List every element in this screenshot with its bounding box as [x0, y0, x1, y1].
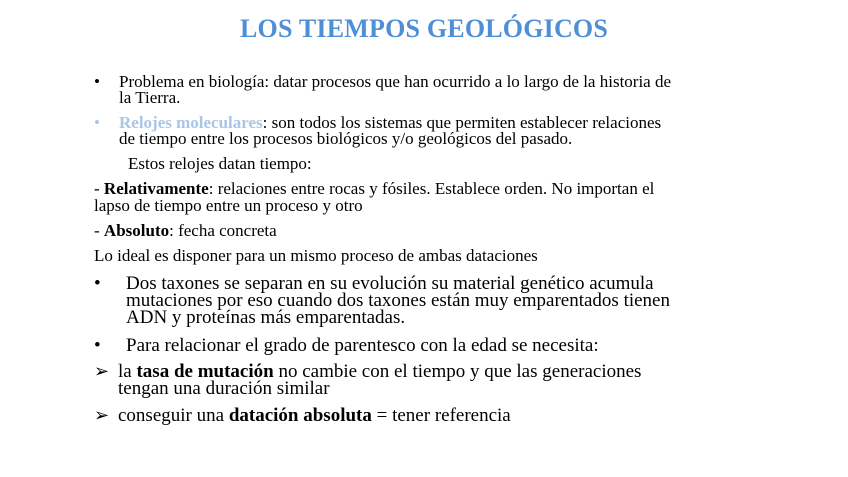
- highlight-term: Relojes moleculares: [119, 113, 263, 132]
- slide-title: LOS TIEMPOS GEOLÓGICOS: [239, 14, 609, 43]
- absoluto-term: Absoluto: [103, 221, 170, 240]
- bullet-dot: •: [94, 273, 101, 294]
- dash-prefix: -: [94, 221, 104, 240]
- estos-relojes-text: Estos relojes datan tiempo:: [128, 154, 312, 173]
- bullet4-line1: Para relacionar el grado de parentesco con la edad se necesita:: [126, 335, 599, 356]
- arrow1-line2: tengan una duración similar: [118, 378, 330, 399]
- relativamente-term: Relativamente: [103, 179, 209, 198]
- datacion-absoluta-term: datación absoluta: [228, 405, 372, 426]
- dash-prefix: -: [94, 179, 104, 198]
- ideal-line: Lo ideal es disponer para un mismo proceso de ambas dataciones: [94, 246, 538, 265]
- bullet3-line1: Dos taxones se separan en su evolución su material genético acumula: [126, 273, 654, 294]
- arrow-bullet-icon: ➢: [94, 361, 110, 381]
- bullet1-line2: la Tierra.: [119, 88, 181, 107]
- arrow2-line: [118, 407, 511, 424]
- arrow1-rest: no cambie con el tiempo y que las generaciones: [273, 361, 642, 382]
- bullet2-line2: de tiempo entre los procesos biológicos y/o geológicos del pasado.: [119, 129, 573, 148]
- bullet-dot: •: [94, 72, 100, 91]
- arrow1-pre: la: [118, 361, 137, 382]
- relativamente-line2: lapso de tiempo entre un proceso y otro: [94, 196, 363, 215]
- bullet-dot: •: [94, 335, 101, 356]
- bullet3-line3: ADN y proteínas más emparentadas.: [126, 307, 406, 328]
- absoluto-rest: : fecha concreta: [169, 221, 277, 240]
- relativamente-line1: [94, 181, 654, 197]
- relativamente-rest: : relaciones entre rocas y fósiles. Establece orden. No importan el: [208, 179, 655, 198]
- absoluto-line: [94, 223, 277, 239]
- arrow2-pre: conseguir una: [118, 405, 229, 426]
- bullet-dot: •: [94, 113, 100, 132]
- arrow2-rest: = tener referencia: [371, 405, 511, 426]
- bullet3-line2: mutaciones por eso cuando dos taxones están muy emparentados tienen: [126, 290, 670, 311]
- bullet1-line1: Problema en biología: datar procesos que han ocurrido a lo largo de la historia de: [119, 72, 672, 91]
- tasa-mutacion-term: tasa de mutación: [136, 361, 274, 382]
- arrow-bullet-icon: ➢: [94, 405, 110, 425]
- bullet2-line1-rest: : son todos los sistemas que permiten establecer relaciones: [262, 113, 662, 132]
